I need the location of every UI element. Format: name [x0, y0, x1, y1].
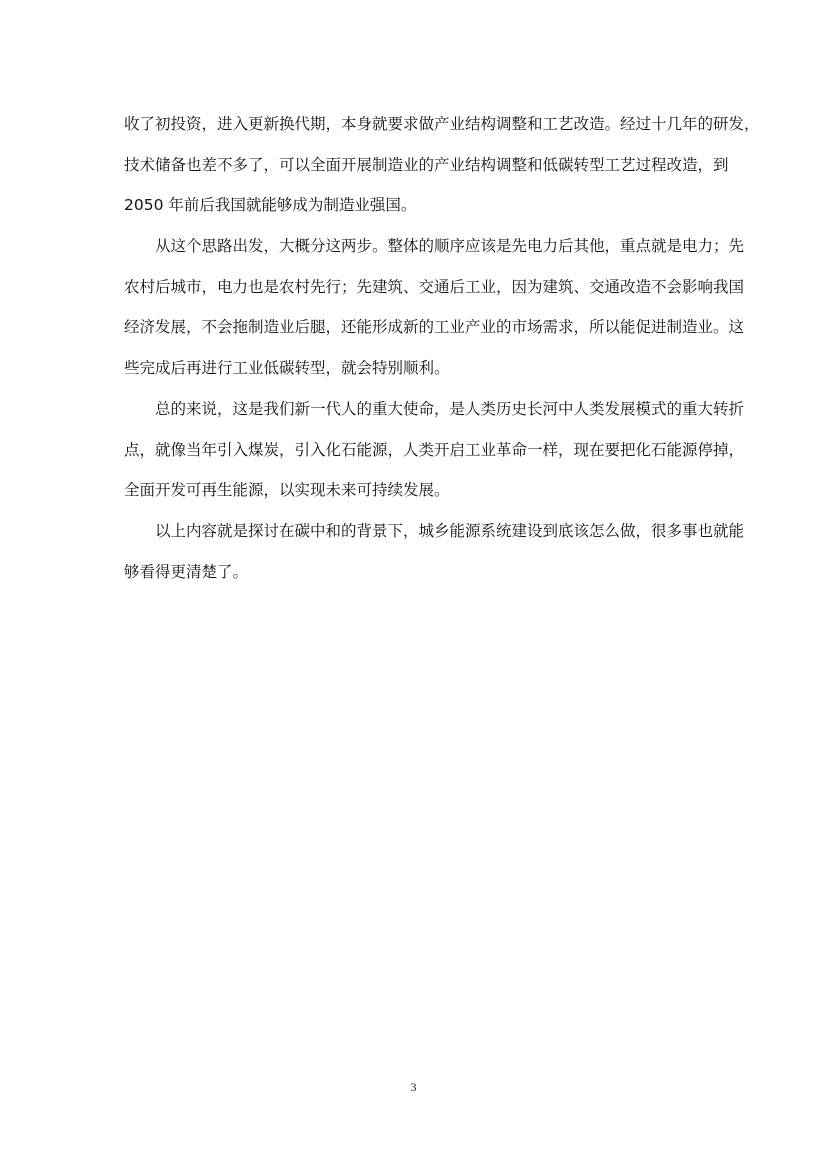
- body-text: [124, 104, 760, 592]
- text-line-11: 以上内容就是探讨在碳中和的背景下，城乡能源系统建设到底该怎么做，很多事也就能: [155, 521, 745, 540]
- text-line-6: 经济发展，不会拖制造业后腿，还能形成新的工业产业的市场需求，所以能促进制造业。这: [124, 318, 745, 337]
- text-line-5: 农村后城市，电力也是农村先行；先建筑、交通后工业，因为建筑、交通改造不会影响我国: [124, 277, 745, 296]
- text-line-4: 从这个思路出发，大概分这两步。整体的顺序应该是先电力后其他，重点就是电力；先: [155, 237, 745, 256]
- text-line-8: 总的来说，这是我们新一代人的重大使命，是人类历史长河中人类发展模式的重大转折: [155, 399, 745, 418]
- text-line-2: 技术储备也差不多了，可以全面开展制造业的产业结构调整和低碳转型工艺过程改造，到: [124, 155, 729, 174]
- text-line-1: 收了初投资，进入更新换代期，本身就要求做产业结构调整和工艺改造。经过十几年的研发，: [124, 115, 760, 133]
- text-line-3: 2050 年前后我国就能够成为制造业强国。: [124, 196, 417, 215]
- text-line-10: 全面开发可再生能源，以实现未来可持续发展。: [124, 481, 450, 500]
- text-line-12: 够看得更清楚了。: [124, 562, 249, 581]
- text-line-7: 些完成后再进行工业低碳转型，就会特别顺利。: [124, 359, 450, 378]
- text-line-9: 点，就像当年引入煤炭，引入化石能源，人类开启工业革命一样，现在要把化石能源停掉，: [124, 440, 745, 459]
- page-number: 3: [410, 1080, 417, 1094]
